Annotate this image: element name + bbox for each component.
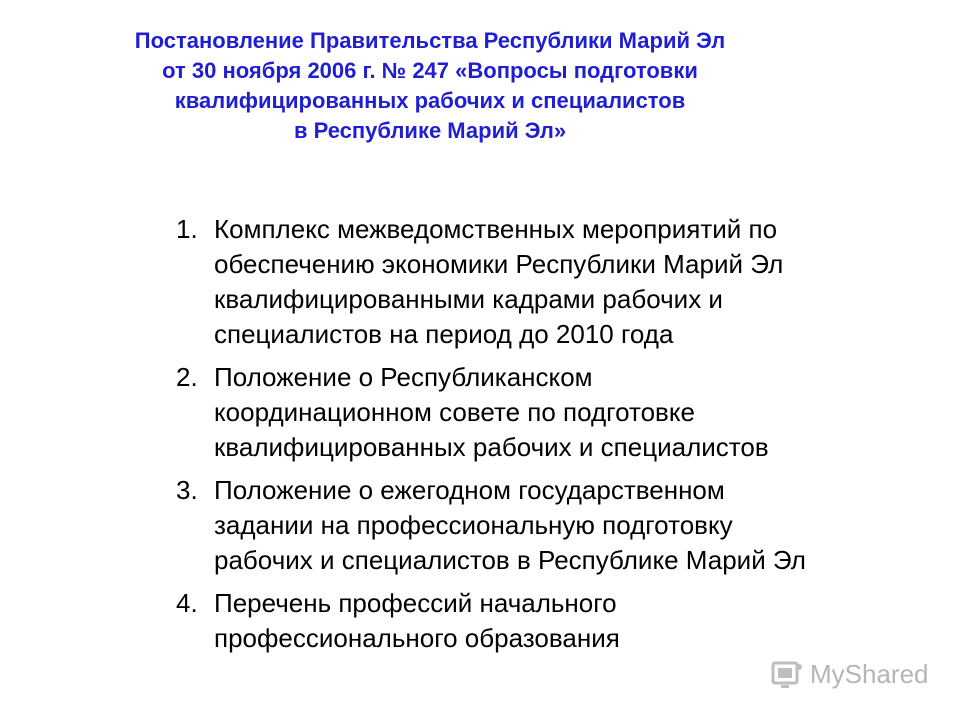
list-item-line: Перечень профессий начального — [214, 588, 617, 618]
list-item-number: 3. — [176, 475, 198, 505]
watermark-text: MyShared — [810, 658, 929, 689]
title-line-3: квалифицированных рабочих и специалистов — [174, 88, 686, 113]
title-line-2: от 30 ноября 2006 г. № 247 «Вопросы подготовки — [162, 58, 698, 83]
list-item-number: 4. — [176, 588, 198, 618]
list-item-3 — [176, 473, 956, 578]
list-item-line: специалистов на период до 2010 года — [214, 319, 674, 349]
title-line-1: Постановление Правительства Республики Марий Эл — [134, 28, 726, 53]
list-item-2 — [176, 360, 956, 465]
list-item-1 — [176, 212, 956, 352]
list-item-line: квалифицированных рабочих и специалистов — [214, 432, 769, 462]
list-item-line: Комплекс межведомственных мероприятий по — [214, 214, 778, 244]
watermark — [770, 654, 929, 694]
title-line-4: в Республике Марий Эл» — [293, 118, 567, 143]
list-item-line: рабочих и специалистов в Республике Марий Эл — [214, 545, 806, 575]
list-item-line: квалифицированными кадрами рабочих и — [214, 284, 723, 314]
list-item-number: 1. — [176, 214, 198, 244]
numbered-list — [176, 212, 956, 664]
list-item-line: обеспечению экономики Республики Марий Эл — [214, 249, 784, 279]
list-item-line: координационном совете по подготовке — [214, 397, 695, 427]
list-item-line: задании на профессиональную подготовку — [214, 510, 733, 540]
list-item-line: Положение о ежегодном государственном — [214, 475, 725, 505]
page-title — [60, 26, 800, 146]
list-item-line: профессионального образования — [214, 623, 620, 653]
list-item-number: 2. — [176, 362, 198, 392]
list-item-line: Положение о Республиканском — [214, 362, 593, 392]
list-item-4 — [176, 586, 956, 656]
shared-logo-icon — [770, 657, 804, 691]
